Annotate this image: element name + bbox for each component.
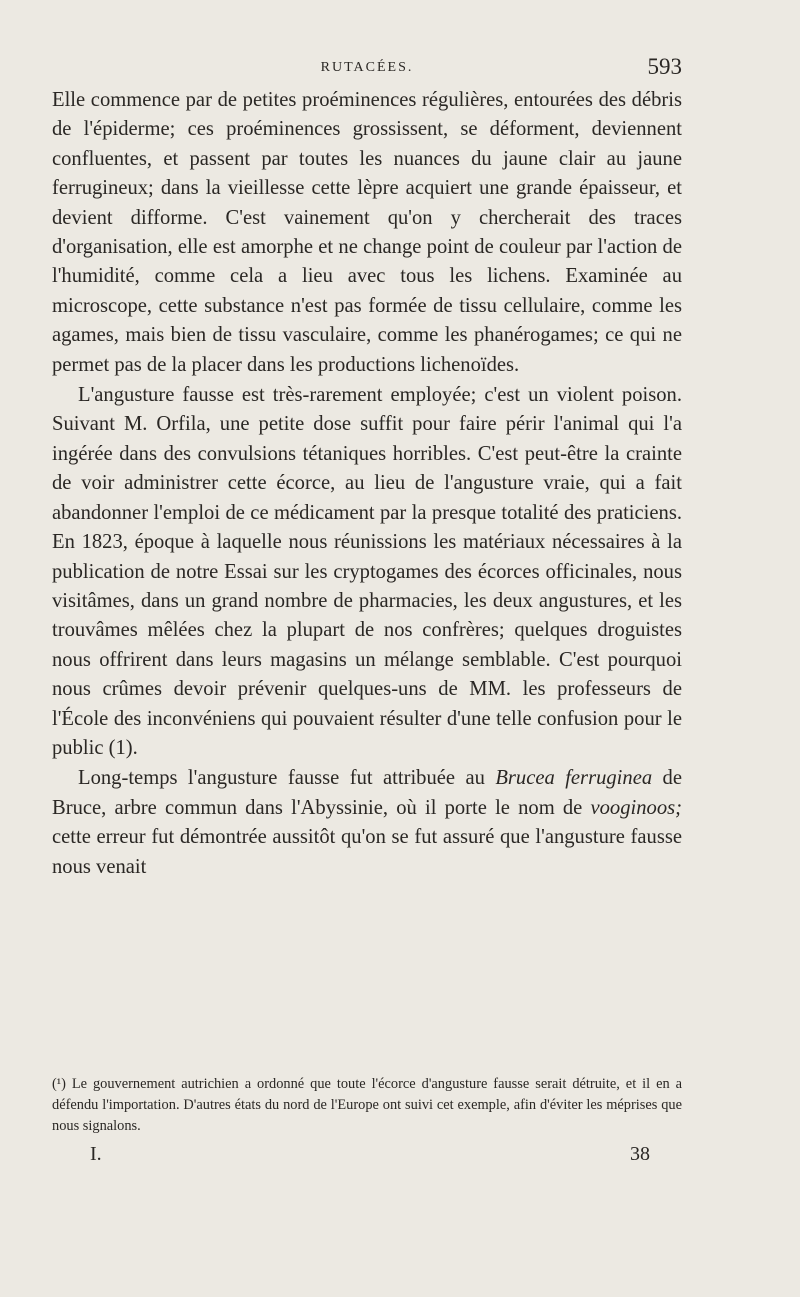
volume-mark: I. — [90, 1143, 102, 1165]
page-number: 593 — [647, 54, 682, 79]
footnote-text: (¹) Le gouvernement autrichien a ordonné que toute l'écorce d'angusture fausse serait détruite, et il en a défendu l'importation. D'autres états du nord de l'Europe ont suivi cet exemple, afin d'éviter les méprises que nous signalons. — [52, 1076, 682, 1134]
page-header — [52, 56, 682, 86]
paragraph-3 — [52, 764, 682, 882]
paragraph-2: L'angusture fausse est très-rarement employée; c'est un violent poison. Suivant M. Orfila, une petite dose suffit pour faire périr l'animal qui l'a ingérée dans des convulsions tétaniques horribles. C'est peut-être la crainte de voir administrer cette écorce, au lieu de l'angusture vraie, qui a fait abandonner l'emploi de ce médicament par la presque totalité des praticiens. En 1823, époque à laquelle nous réunissions les matériaux nécessaires à la publication de notre Essai sur les cryptogames des écorces officinales, nous visitâmes, dans un grand nombre de pharmacies, les deux angustures, et les trouvâmes mêlées chez la plupart de nos confrères; quelques droguistes nous offrirent dans leurs magasins un mélange semblable. C'est pourquoi nous crûmes devoir prévenir quelques-uns de MM. les professeurs de l'École des inconvéniens qui pouvaient résulter d'une telle confusion pour le public (1). — [52, 384, 682, 759]
signature-mark: 38 — [630, 1143, 650, 1165]
footnote — [52, 1074, 682, 1137]
paragraph-1: Elle commence par de petites proéminences régulières, entourées des débris de l'épiderme; ces proéminences grossissent, se déforment, deviennent confluentes, et passent par toutes les nuances du jaune clair au jaune ferrugineux; dans la vieillesse cette lèpre acquiert une grande épaisseur, et devient difforme. C'est vainement qu'on y chercherait des traces d'organisation, elle est amorphe et ne change point de couleur par l'action de l'humidité, comme cela a lieu avec tous les lichens. Examinée au microscope, cette substance n'est pas formée de tissu cellulaire, comme les agames, mais bien de tissu vasculaire, comme les phanérogames; ce qui ne permet pas de la placer dans les productions lichenoïdes. — [52, 89, 682, 376]
local-name-vooginoos: vooginoos; — [590, 796, 682, 819]
page-footer — [90, 1143, 650, 1169]
paragraph-3-start: Long-temps l'angusture fausse fut attribuée au — [78, 767, 496, 790]
running-head: RUTACÉES. — [320, 60, 414, 75]
paragraph-3-end: cette erreur fut démontrée aussitôt qu'on se fut assuré que l'angusture fausse nous venait — [52, 826, 682, 878]
species-name-brucea: Brucea ferruginea — [495, 767, 653, 790]
body-text — [52, 86, 682, 882]
paragraph-3-mid: de Bruce, arbre commun dans l'Abyssinie, où il porte le nom de — [52, 767, 682, 819]
